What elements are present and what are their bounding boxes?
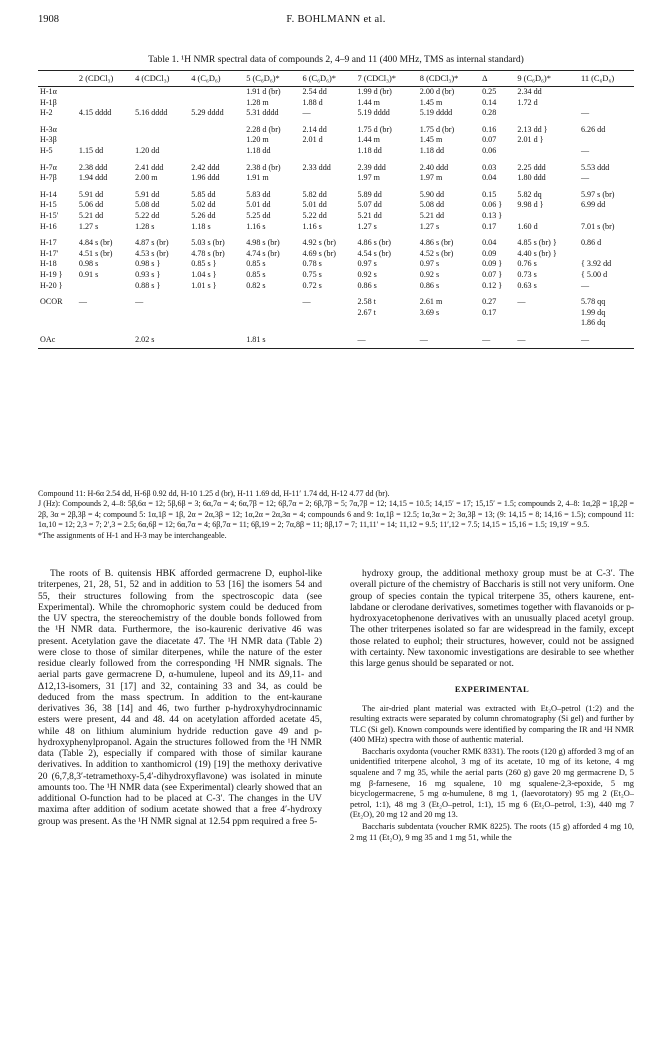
- table-cell: —: [515, 329, 579, 349]
- table-row: [38, 308, 634, 319]
- table-cell: [77, 119, 133, 136]
- experimental-heading: EXPERIMENTAL: [454, 684, 530, 695]
- table-cell: 1.91 d (br): [246, 87, 281, 96]
- table-cell: 0.85 s: [246, 269, 266, 279]
- table-cell: [133, 308, 189, 319]
- table-cell: H-1β: [40, 97, 57, 107]
- table-cell: 1.28 s: [135, 221, 155, 231]
- column-header: 2 (CDCl₃): [77, 71, 133, 87]
- table-cell: 0.75 s: [302, 269, 322, 279]
- table-cell: 5.01 dd: [302, 200, 327, 210]
- table-cell: 1.86 dq: [580, 318, 606, 328]
- table-row: [38, 87, 634, 98]
- table-cell: [579, 135, 634, 146]
- table-cell: 1.75 d (br): [357, 124, 392, 134]
- table-footnotes: [38, 489, 634, 541]
- table-cell: 1.44 m: [357, 135, 380, 145]
- table-cell: [189, 329, 244, 349]
- table-cell: 6.26 dd: [580, 124, 606, 134]
- table-row: [38, 146, 634, 157]
- table-row: [38, 329, 634, 349]
- table-cell: 1.16 s: [302, 221, 322, 231]
- table-cell: 0.92 s: [419, 269, 440, 279]
- table-cell: 0.97 s: [419, 259, 440, 269]
- table-cell: 5.78 qq: [580, 297, 606, 307]
- table-cell: 2.00 m: [135, 173, 158, 183]
- table-cell: —: [580, 173, 590, 183]
- table-cell: 0.72 s: [302, 280, 322, 290]
- table-cell: 0.86 s: [419, 280, 440, 290]
- table-row: [38, 291, 634, 308]
- column-header: 5 (C₆D₆)*: [244, 71, 300, 87]
- table-cell: 1.04 s }: [191, 269, 217, 279]
- table-cell: [244, 318, 300, 329]
- table-cell: 4.85 s (br) }: [517, 238, 557, 248]
- table-cell: 0.04: [482, 238, 497, 248]
- table-cell: 9.98 d }: [517, 200, 544, 210]
- table-cell: H-18: [40, 259, 57, 269]
- left-column: [38, 569, 322, 828]
- table-cell: 5.01 dd: [246, 200, 271, 210]
- table-cell: 0.07: [482, 135, 497, 145]
- table-cell: 6.99 dd: [580, 200, 606, 210]
- table-cell: 0.03: [482, 162, 497, 172]
- table-cell: [480, 318, 515, 329]
- table-cell: 5.07 dd: [357, 200, 382, 210]
- table-cell: [38, 318, 77, 329]
- table-cell: 4.98 s (br): [246, 238, 280, 248]
- table-cell: [515, 108, 579, 119]
- table-cell: H-16: [40, 221, 57, 231]
- table-cell: 5.22 dd: [302, 210, 327, 220]
- table-cell: 1.88 d: [302, 97, 323, 107]
- table-cell: [77, 87, 133, 98]
- footnote: Compound 11: H-6α 2.54 dd, H-6β 0.92 dd, H-10 1.25 d (br), H-11 1.69 dd, H-11′ 1.74 dd, H-12 4.77 dd (br).: [38, 489, 390, 498]
- table-cell: 5.82 dd: [302, 189, 327, 199]
- table-cell: 1.81 s: [244, 329, 300, 349]
- table-cell: H-14: [40, 189, 57, 199]
- table-cell: { 3.92 dd: [580, 259, 612, 269]
- table-cell: [189, 291, 244, 308]
- column-header: 8 (CDCl₃)*: [418, 71, 480, 87]
- table-cell: —: [302, 297, 311, 307]
- table-cell: 0.98 s: [78, 259, 99, 269]
- table-cell: [300, 308, 355, 319]
- table-header-row: [38, 71, 634, 87]
- table-cell: 1.28 m: [246, 97, 269, 107]
- table-cell: [133, 98, 189, 109]
- table-cell: 0.82 s: [246, 280, 266, 290]
- table-cell: 1.91 m: [246, 173, 269, 183]
- table-row: [38, 200, 634, 211]
- table-cell: 7.01 s (br): [580, 221, 615, 231]
- table-cell: 1.20 m: [246, 135, 269, 145]
- table-cell: 1.18 s: [191, 221, 211, 231]
- running-authors: F. BOHLMANN et al.: [286, 14, 386, 25]
- table-cell: —: [78, 297, 87, 307]
- table-cell: 0.86 s: [357, 280, 377, 290]
- table-cell: 5.83 dd: [246, 189, 271, 199]
- table-cell: 2.38 d (br): [246, 162, 281, 172]
- table-row: [38, 211, 634, 222]
- experimental-section: [350, 704, 634, 844]
- table-cell: 5.08 dd: [419, 200, 445, 210]
- table-cell: [189, 308, 244, 319]
- table-cell: [579, 211, 634, 222]
- column-header: 4 (CDCl₃): [133, 71, 189, 87]
- table-cell: 0.06 }: [482, 200, 503, 210]
- table-cell: —: [580, 108, 590, 118]
- table-cell: 5.19 dddd: [419, 108, 453, 118]
- table-caption: Table 1. ¹H NMR spectral data of compounds 2, 4–9 and 11 (400 MHz, TMS as internal standard): [148, 54, 524, 65]
- table-cell: —: [517, 297, 526, 307]
- table-cell: H-15′: [40, 210, 59, 220]
- table-cell: [515, 211, 579, 222]
- table-cell: —: [580, 280, 590, 290]
- table-cell: 2.40 ddd: [419, 162, 449, 172]
- table-row: [38, 157, 634, 174]
- table-cell: 5.21 dd: [78, 210, 104, 220]
- table-cell: 4.74 s (br): [246, 248, 280, 258]
- table-cell: 0.13 }: [482, 210, 503, 220]
- table-cell: 2.42 ddd: [191, 162, 220, 172]
- table-cell: [189, 146, 244, 157]
- table-cell: 4.69 s (br): [302, 248, 336, 258]
- table-cell: [515, 146, 579, 157]
- table-cell: 5.29 dddd: [191, 108, 224, 118]
- experimental-paragraph: Baccharis subdentata (voucher RMK 8225). The roots (15 g) afforded 4 mg 10, 2 mg 11 (Et₂O), 9 mg 35 and 1 mg 51, while the: [350, 822, 634, 842]
- table-cell: [579, 249, 634, 260]
- table-cell: 1.99 dq: [580, 307, 606, 317]
- table-cell: [77, 318, 133, 329]
- table-cell: 2.39 ddd: [357, 162, 386, 172]
- table-cell: [133, 318, 189, 329]
- table-cell: 0.06: [482, 145, 497, 155]
- column-header: 9 (C₆D₆)*: [515, 71, 579, 87]
- table-cell: 1.27 s: [78, 221, 99, 231]
- table-cell: 0.15: [482, 189, 497, 199]
- table-cell: —: [580, 145, 590, 155]
- table-cell: [244, 308, 300, 319]
- table-cell: 1.97 m: [419, 173, 443, 183]
- table-cell: 0.17: [482, 307, 497, 317]
- table-cell: 5.97 s (br): [580, 189, 615, 199]
- table-cell: [300, 146, 355, 157]
- table-cell: 4.51 s (br): [78, 248, 113, 258]
- table-row: [38, 135, 634, 146]
- table-cell: H-3β: [40, 135, 57, 145]
- table-cell: 0.78 s: [302, 259, 322, 269]
- table-cell: 2.01 d }: [517, 135, 544, 145]
- table-cell: 0.86 d: [580, 238, 602, 248]
- table-cell: [515, 308, 579, 319]
- table-cell: [189, 87, 244, 98]
- table-cell: [418, 318, 480, 329]
- table-row: [38, 232, 634, 249]
- table-row: [38, 98, 634, 109]
- table-cell: 1.94 ddd: [78, 173, 108, 183]
- table-cell: 5.02 dd: [191, 200, 216, 210]
- table-cell: 1.45 m: [419, 97, 443, 107]
- table-row: [38, 281, 634, 292]
- table-cell: [355, 318, 417, 329]
- table-cell: 4.40 s (br) }: [517, 248, 557, 258]
- table-cell: —: [135, 297, 144, 307]
- table-cell: 4.86 s (br): [357, 238, 391, 248]
- table-row: [38, 249, 634, 260]
- table-cell: 1.44 m: [357, 97, 380, 107]
- table-cell: [189, 98, 244, 109]
- table-cell: 1.27 s: [357, 221, 377, 231]
- table-cell: 0.07 }: [482, 269, 503, 279]
- column-header: 4 (C₆D₆): [189, 71, 244, 87]
- table-row: [38, 270, 634, 281]
- table-cell: [300, 318, 355, 329]
- table-cell: [300, 173, 355, 184]
- table-cell: 2.02 s: [133, 329, 189, 349]
- table-cell: 0.25: [482, 87, 497, 96]
- table-cell: 4.54 s (br): [357, 248, 391, 258]
- table-cell: 1.45 m: [419, 135, 443, 145]
- table-cell: 2.58 t: [357, 297, 376, 307]
- table-cell: H-2: [40, 108, 53, 118]
- table-cell: 0.04: [482, 173, 497, 183]
- table-row: [38, 173, 634, 184]
- table-cell: 2.00 d (br): [419, 87, 455, 96]
- table-cell: 5.90 dd: [419, 189, 445, 199]
- table-cell: 0.16: [482, 124, 497, 134]
- table-cell: [77, 135, 133, 146]
- table-cell: 0.14: [482, 97, 497, 107]
- right-column: [350, 569, 634, 844]
- table-cell: 5.22 dd: [135, 210, 160, 220]
- table-cell: [77, 308, 133, 319]
- table-cell: 0.09: [482, 248, 497, 258]
- table-cell: 5.91 dd: [135, 189, 160, 199]
- table-row: [38, 119, 634, 136]
- table-cell: OCOR: [40, 297, 63, 307]
- table-cell: OAc: [38, 329, 77, 349]
- table-cell: 2.25 ddd: [517, 162, 546, 172]
- table-cell: 1.80 ddd: [517, 173, 546, 183]
- table-cell: 1.60 d: [517, 221, 538, 231]
- column-header: 7 (CDCl₃)*: [355, 71, 417, 87]
- table-cell: [244, 291, 300, 308]
- table-cell: 4.15 dddd: [78, 108, 112, 118]
- table-cell: [189, 135, 244, 146]
- table-row: [38, 108, 634, 119]
- table-cell: 2.28 d (br): [246, 124, 281, 134]
- table-cell: 5.89 dd: [357, 189, 382, 199]
- column-header: 6 (C₆D₆)*: [300, 71, 355, 87]
- table-cell: 4.78 s (br): [191, 248, 225, 258]
- table-cell: H-5: [40, 145, 53, 155]
- table-cell: [300, 329, 355, 349]
- table-cell: 0.63 s: [517, 280, 537, 290]
- table-cell: 5.06 dd: [78, 200, 104, 210]
- table-cell: 0.27: [482, 297, 497, 307]
- table-cell: H-20 }: [40, 280, 63, 290]
- table-cell: 5.31 dddd: [246, 108, 279, 118]
- table-cell: 1.97 m: [357, 173, 380, 183]
- table-cell: 1.15 dd: [78, 145, 104, 155]
- table-cell: 0.85 s }: [191, 259, 217, 269]
- table-cell: 1.01 s }: [191, 280, 217, 290]
- table-cell: 5.53 ddd: [580, 162, 610, 172]
- table-cell: 0.76 s: [517, 259, 537, 269]
- table-cell: 1.18 dd: [357, 145, 382, 155]
- table-cell: —: [355, 329, 417, 349]
- table-cell: 0.85 s: [246, 259, 266, 269]
- table-cell: { 5.00 d: [580, 269, 608, 279]
- body-paragraph: The roots of B. quitensis HBK afforded germacrene D, euphol-like triterpenes, 21, 28, 51, 52 and in addition to 53 [16] the isomers 54 and 55, their structures following from the spectroscopic data (see Experimental). While the chromophoric system could be deduced from the UV spectra, the stereochemistry of the double bonds followed from the ¹H NMR data. Furthermore, the iso-kaurenic derivative 46 was present. Acetylation gave the diacetate 47. The ¹H NMR data (Table 2) were close to those of similar diterpenes, while the nature of the ester residue clearly followed from the corresponding ¹H NMR signals. The aerial parts gave germacrene D, α-humulene, lupeol and its Δ9,11- and Δ12,13-isomers, 31 [17] and 32, containing 33 and 34, as could be deduced from the mass spectrum. In addition to the ent-kaurane derivatives 36, 38 [14] and 46, two further p-hydroxyhydrocinnamic esters were present, 44 and 48. 44 on acetylation afforded acetate 45, while 48 on lithium aluminium hydride reduction gave 49 and p-hydroxyphenylpropanol. Again the structures followed from the ¹H NMR data (Table 2), especially if compared with those of similar kaurane derivatives. In addition to xanthomicrol (19) [19] the methoxy derivative 20 (6,7,8,3′-tetramethoxy-5,4′-dihydroxyflavone) was isolated in minute amounts too. The ¹H NMR data (see Experimental) clearly showed that an additional O-function had to be placed at C-3′. The changes in the UV maxima after addition of sodium acetate showed that a free 4′-hydroxy group was present. As the ¹H NMR signal at 12.54 ppm required a free 5-: [38, 569, 322, 827]
- table-cell: 1.75 d (br): [419, 124, 455, 134]
- footnote: J (Hz): Compounds 2, 4–8: 5β,6α = 12; 5β,6β = 3; 6α,7α = 4; 6α,7β = 12; 6β,7α = 2; 6β,7β = 5; 7α,7β = 12; 14,15 = 10.5; 14,15′ = 17; 15,15′ = 1.5; compounds 2, 4–8: 1α,2β = 1β,2β = 2β, 3α = 2β,3β = 4; compound 5: 1α,1β = 1β, 2α = 2α,3β = 12; 1α,2α = 2α,3α = 4; compounds 6 and 9: 1α,1β = 12.5; 1α,3α = 2; 3α,3β = 13; (9: 14,15 = 8; 14,16 = 1.5); compound 11: 1α,10 = 12; 2,3 = 7; 2′,3 = 2.5; 6α,6β = 12; 6α,7α = 4; 6β,7α = 11; 6β,19 = 2; 7α,8β = 11; 8β,17 = 7; 11,11′ = 14; 11,12 = 9.5; 11′,12 = 7.5; 14,15 = 15,16 = 1.5; 19,19′ = 9.5.: [38, 499, 634, 530]
- table-cell: [77, 98, 133, 109]
- table-cell: 2.38 ddd: [78, 162, 108, 172]
- table-cell: 0.91 s: [78, 269, 99, 279]
- column-header: [38, 71, 77, 87]
- table-cell: [189, 318, 244, 329]
- table-cell: H-15: [40, 200, 57, 210]
- table-cell: 1.18 dd: [419, 145, 445, 155]
- nmr-table: [38, 70, 634, 349]
- table-cell: 1.72 d: [517, 97, 538, 107]
- table-row: [38, 222, 634, 233]
- table-cell: 1.99 d (br): [357, 87, 392, 96]
- table-cell: 2.41 ddd: [135, 162, 164, 172]
- table-cell: H-19 }: [40, 269, 63, 279]
- table-cell: 4.52 s (br): [419, 248, 454, 258]
- table-cell: 1.16 s: [246, 221, 266, 231]
- page-number: 1908: [38, 14, 59, 25]
- table-cell: 1.20 dd: [135, 145, 160, 155]
- table-cell: 5.85 dd: [191, 189, 216, 199]
- table-cell: H-7β: [40, 173, 57, 183]
- table-cell: 0.97 s: [357, 259, 377, 269]
- table-cell: —: [480, 329, 515, 349]
- table-cell: 0.93 s }: [135, 269, 161, 279]
- body-paragraph: hydroxy group, the additional methoxy group must be at C-3′. The overall picture of the chemistry of Baccharis is still not very uniform. One group of species contain the typical triterpene 35, others kaurene, ent-labdane or clerodane derivatives, sometimes together with flavanoids or p-hydroxyacetophenone derivatives with an unusually placed acetyl group. The other triterpenes isolated so far are widespread in the family, except those related to euphol; their structures, however, could not be assigned with certainty. New taxonomic investigations are desirable to see whether this large genus should be separated or not.: [350, 569, 634, 669]
- footnote: *The assignments of H-1 and H-3 may be interchangeable.: [38, 530, 227, 540]
- table-cell: 3.69 s: [419, 307, 440, 317]
- page-header: [38, 14, 634, 30]
- table-cell: 5.19 dddd: [357, 108, 390, 118]
- table-cell: 1.18 dd: [246, 145, 271, 155]
- table-cell: 2.14 dd: [302, 124, 327, 134]
- table-cell: [515, 318, 579, 329]
- table-row: [38, 318, 634, 329]
- table-cell: 0.98 s }: [135, 259, 161, 269]
- table-cell: 5.03 s (br): [191, 238, 225, 248]
- table-cell: 4.92 s (br): [302, 238, 336, 248]
- table-cell: [133, 135, 189, 146]
- table-cell: 0.92 s: [357, 269, 377, 279]
- table-cell: 2.13 dd }: [517, 124, 548, 134]
- table-cell: H-1α: [40, 87, 57, 96]
- table-cell: —: [418, 329, 480, 349]
- table-cell: [133, 87, 189, 98]
- table-cell: H-17′: [40, 248, 59, 258]
- table-cell: 1.27 s: [419, 221, 440, 231]
- table-cell: 0.28: [482, 108, 497, 118]
- table-cell: 0.88 s }: [135, 280, 161, 290]
- table-cell: 0.17: [482, 221, 497, 231]
- table-cell: 2.01 d: [302, 135, 323, 145]
- table-cell: 5.21 dd: [419, 210, 445, 220]
- table-cell: [38, 308, 77, 319]
- experimental-paragraph: The air-dried plant material was extracted with Et₂O–petrol (1:2) and the resulting extracts were separated by column chromatography (Si gel) and further by TLC (Si gel). Known compounds were identified by comparing the IR and ¹H NMR (400 MHz) spectra with those of authentic material.: [350, 703, 634, 745]
- table-cell: [133, 119, 189, 136]
- table-cell: 5.21 dd: [357, 210, 382, 220]
- table-cell: 5.08 dd: [135, 200, 160, 210]
- table-cell: 5.16 dddd: [135, 108, 168, 118]
- column-header: Δ: [480, 71, 515, 87]
- table-cell: 2.54 dd: [302, 87, 327, 96]
- table-cell: 1.96 ddd: [191, 173, 220, 183]
- table-cell: —: [302, 108, 311, 118]
- table-cell: 2.61 m: [419, 297, 443, 307]
- table-cell: [77, 329, 133, 349]
- table-cell: [579, 98, 634, 109]
- table-cell: 5.25 dd: [246, 210, 271, 220]
- table-cell: 0.12 }: [482, 280, 503, 290]
- table-cell: 5.82 dq: [517, 189, 542, 199]
- table-cell: 4.86 s (br): [419, 238, 454, 248]
- table-cell: [579, 87, 634, 98]
- table-row: [38, 259, 634, 270]
- table-cell: 4.87 s (br): [135, 238, 169, 248]
- table-cell: 0.09 }: [482, 259, 503, 269]
- table-cell: [189, 119, 244, 136]
- table-cell: 5.26 dd: [191, 210, 216, 220]
- table-cell: 2.34 dd: [517, 87, 542, 96]
- table-cell: 4.84 s (br): [78, 238, 113, 248]
- table-cell: 2.67 t: [357, 307, 376, 317]
- table-cell: H-17: [40, 238, 57, 248]
- table-cell: —: [579, 329, 634, 349]
- table-cell: 4.53 s (br): [135, 248, 169, 258]
- experimental-paragraph: Baccharis oxydonta (voucher RMK 8331). The roots (120 g) afforded 3 mg of an unidentified triterpene alcohol, 3 mg of its acetate, 10 mg of its ketone, 4 mg squalene and 7 mg 35, while the aerial parts (260 g) gave 20 mg germacrene D, 5 mg β-farnesene, 16 mg squalene, 10 mg squalene-2,3-epoxide, 5 mg bicyclogermacrene, 5 mg α-humulene, 8 mg 1, (laevorotatory) 95 mg 2 (Et₂O–petrol, 1:1), 48 mg 3 (Et₂O–petrol, 1:1), 15 mg 6 (Et₂O–petrol, 1:3), 440 mg 7 (Et₂O), 20 mg 12 and 20 mg 13.: [350, 746, 634, 820]
- table-cell: 2.33 ddd: [302, 162, 331, 172]
- table-row: [38, 184, 634, 201]
- table-cell: H-7α: [40, 162, 57, 172]
- table-cell: 5.91 dd: [78, 189, 104, 199]
- table-cell: H-3α: [40, 124, 57, 134]
- table-cell: 0.73 s: [517, 269, 537, 279]
- column-header: 11 (C₆D₆): [579, 71, 634, 87]
- table-cell: [77, 281, 133, 292]
